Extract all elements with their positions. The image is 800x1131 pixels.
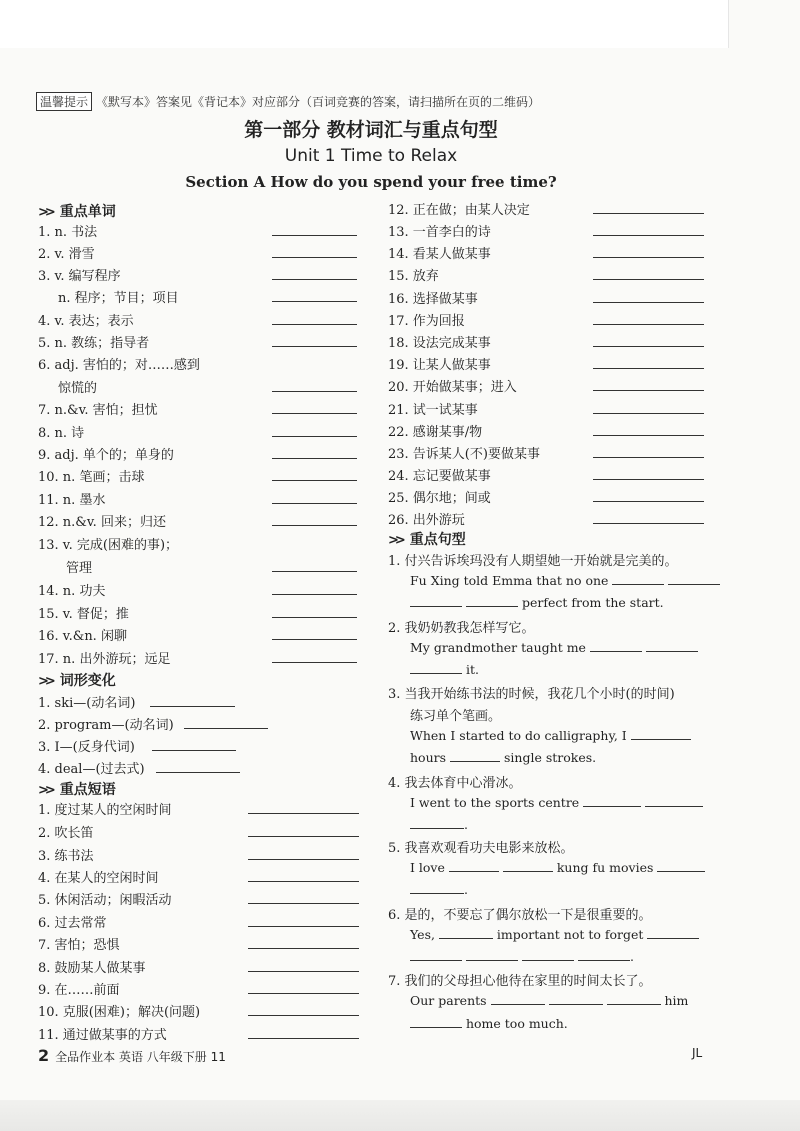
list-item: 2. program—(动名词) xyxy=(38,718,174,733)
list-item: 24. 忘记要做某事 xyxy=(388,469,491,484)
list-item: 15. 放弃 xyxy=(388,269,439,284)
answer-blank[interactable] xyxy=(272,436,357,437)
answer-blank[interactable] xyxy=(450,749,500,762)
list-item: 25. 偶尔地；间或 xyxy=(388,491,491,506)
list-item: 8. 鼓励某人做某事 xyxy=(38,961,146,976)
list-item: 1. n. 书法 xyxy=(38,225,98,240)
answer-blank[interactable] xyxy=(646,639,698,652)
list-item: 7. n.&v. 害怕；担忧 xyxy=(38,403,158,418)
footer-code: JL xyxy=(692,1046,703,1060)
answer-blank[interactable] xyxy=(272,525,357,526)
answer-blank[interactable] xyxy=(410,1015,462,1028)
list-item: 7. 害怕；恐惧 xyxy=(38,938,120,953)
list-item: 23. 告诉某人(不)要做某事 xyxy=(388,447,540,462)
list-item: 20. 开始做某事；进入 xyxy=(388,380,517,395)
list-item: 8. n. 诗 xyxy=(38,426,85,441)
answer-blank[interactable] xyxy=(593,390,704,391)
answer-blank[interactable] xyxy=(410,881,464,894)
answer-blank[interactable] xyxy=(248,859,359,860)
answer-blank[interactable] xyxy=(449,859,499,872)
chevron-icon: >> xyxy=(38,783,52,798)
answer-blank[interactable] xyxy=(607,992,661,1005)
answer-blank[interactable] xyxy=(272,639,357,640)
answer-blank[interactable] xyxy=(593,235,704,236)
sentence-en: When I started to do calligraphy, I xyxy=(410,727,691,743)
section-title: Section A How do you spend your free time? xyxy=(185,173,557,191)
words-header: >> 重点单词 xyxy=(38,204,116,220)
answer-blank[interactable] xyxy=(466,948,518,961)
answer-blank[interactable] xyxy=(503,859,553,872)
list-item: 3. 练书法 xyxy=(38,849,94,864)
answer-blank[interactable] xyxy=(668,572,720,585)
list-item: 2. 吹长笛 xyxy=(38,826,94,841)
answer-blank[interactable] xyxy=(593,324,704,325)
list-item: 9. adj. 单个的；单身的 xyxy=(38,448,174,463)
list-item: 19. 让某人做某事 xyxy=(388,358,491,373)
answer-blank[interactable] xyxy=(248,836,359,837)
answer-blank[interactable] xyxy=(647,926,699,939)
list-item: 21. 试一试某事 xyxy=(388,403,478,418)
answer-blank[interactable] xyxy=(593,302,704,303)
sentence-cn: 5. 我喜欢观看功夫电影来放松。 xyxy=(388,841,574,856)
sentence-en: Our parents him xyxy=(410,993,689,1008)
answer-blank[interactable] xyxy=(612,572,664,585)
sentence-en: it. xyxy=(410,661,479,677)
list-item: 14. n. 功夫 xyxy=(38,584,106,599)
sentence-cn: 4. 我去体育中心滑冰。 xyxy=(388,776,522,791)
answer-blank[interactable] xyxy=(593,501,704,502)
list-item: 18. 设法完成某事 xyxy=(388,336,491,351)
answer-blank[interactable] xyxy=(593,368,704,369)
list-item: 2. v. 滑雪 xyxy=(38,247,95,262)
phrases-header: >> 重点短语 xyxy=(38,782,116,798)
answer-blank[interactable] xyxy=(491,992,545,1005)
answer-blank[interactable] xyxy=(631,727,691,740)
sentence-cn: 2. 我奶奶教我怎样写它。 xyxy=(388,621,535,636)
sentence-en: perfect from the start. xyxy=(410,594,664,610)
answer-blank[interactable] xyxy=(272,480,357,481)
answer-blank[interactable] xyxy=(522,948,574,961)
page-bottom-edge xyxy=(0,1100,800,1131)
answer-blank[interactable] xyxy=(248,881,359,882)
answer-blank[interactable] xyxy=(410,661,462,674)
list-item: 10. 克服(困难)；解决(问题) xyxy=(38,1005,201,1020)
answer-blank[interactable] xyxy=(248,993,359,994)
answer-blank[interactable] xyxy=(549,992,603,1005)
answer-blank[interactable] xyxy=(657,859,705,872)
answer-blank[interactable] xyxy=(272,617,357,618)
sentence-en: I love kung fu movies xyxy=(410,859,705,875)
answer-blank[interactable] xyxy=(593,346,704,347)
sentence-en: . xyxy=(410,816,468,832)
list-item: 13. v. 完成(困难的事)； xyxy=(38,538,179,553)
answer-blank[interactable] xyxy=(248,971,359,972)
list-item: 1. 度过某人的空闲时间 xyxy=(38,803,172,818)
tip-line xyxy=(36,92,540,111)
sentence-en: . xyxy=(410,881,468,897)
list-item: 10. n. 笔画；击球 xyxy=(38,470,145,485)
answer-blank[interactable] xyxy=(152,750,236,751)
list-item: 17. n. 出外游玩；远足 xyxy=(38,652,171,667)
list-item: 4. deal—(过去式) xyxy=(38,762,145,777)
chevron-icon: >> xyxy=(388,533,402,548)
unit-title: Unit 1 Time to Relax xyxy=(284,146,458,166)
answer-blank[interactable] xyxy=(150,706,235,707)
list-item: 16. 选择做某事 xyxy=(388,292,478,307)
footer-text: 全品作业本 英语 八年级下册 11 xyxy=(55,1050,226,1064)
answer-blank[interactable] xyxy=(272,324,357,325)
answer-blank[interactable] xyxy=(272,391,357,392)
answer-blank[interactable] xyxy=(439,926,493,939)
answer-blank[interactable] xyxy=(410,594,462,607)
answer-blank[interactable] xyxy=(248,1015,359,1016)
answer-blank[interactable] xyxy=(272,301,357,302)
sentence-cn: 6. 是的，不要忘了偶尔放松一下是很重要的。 xyxy=(388,908,652,923)
list-item: 22. 感谢某事/物 xyxy=(388,425,483,440)
answer-blank[interactable] xyxy=(248,813,359,814)
chevron-icon: >> xyxy=(38,205,52,220)
answer-blank[interactable] xyxy=(272,458,357,459)
page-number: 2 xyxy=(38,1046,50,1065)
list-item: 13. 一首李白的诗 xyxy=(388,225,491,240)
answer-blank[interactable] xyxy=(272,279,357,280)
list-item: 12. 正在做；由某人决定 xyxy=(388,203,530,218)
answer-blank[interactable] xyxy=(593,213,704,214)
list-item: 3. v. 编写程序 xyxy=(38,269,121,284)
list-item: 14. 看某人做某事 xyxy=(388,247,491,262)
page-top-edge xyxy=(0,0,729,48)
sentence-en: I went to the sports centre xyxy=(410,794,703,810)
sentence-cn: 练习单个笔画。 xyxy=(410,709,502,724)
answer-blank[interactable] xyxy=(593,435,704,436)
list-item: 15. v. 督促；推 xyxy=(38,607,129,622)
list-item: 16. v.&n. 闲聊 xyxy=(38,629,127,644)
list-item: 5. 休闲活动；闲暇活动 xyxy=(38,893,172,908)
page-title: 第一部分 教材词汇与重点句型 xyxy=(244,119,498,141)
list-item: 4. v. 表达；表示 xyxy=(38,314,134,329)
list-item: 26. 出外游玩 xyxy=(388,513,465,528)
chevron-icon: >> xyxy=(38,674,52,689)
list-item: 17. 作为回报 xyxy=(388,314,465,329)
answer-blank[interactable] xyxy=(410,816,464,829)
answer-blank[interactable] xyxy=(590,639,642,652)
sentence-en: My grandmother taught me xyxy=(410,639,698,655)
list-item: 6. 过去常常 xyxy=(38,916,107,931)
answer-blank[interactable] xyxy=(184,728,268,729)
answer-blank[interactable] xyxy=(272,413,357,414)
answer-blank[interactable] xyxy=(272,571,357,572)
list-item: n. 程序；节目；项目 xyxy=(58,291,179,306)
sentence-en: Yes, important not to forget xyxy=(410,926,699,942)
answer-blank[interactable] xyxy=(593,413,704,414)
list-item: 11. n. 墨水 xyxy=(38,493,106,508)
answer-blank[interactable] xyxy=(272,257,357,258)
sentence-en: . xyxy=(410,948,634,964)
answer-blank[interactable] xyxy=(583,794,641,807)
list-item: 9. 在……前面 xyxy=(38,983,120,998)
list-item: 4. 在某人的空闲时间 xyxy=(38,871,159,886)
answer-blank[interactable] xyxy=(248,948,359,949)
list-item: 11. 通过做某事的方式 xyxy=(38,1028,167,1043)
tip-text: 《默写本》答案见《背记本》对应部分（百词竞赛的答案，请扫描所在页的二维码） xyxy=(96,95,541,109)
answer-blank[interactable] xyxy=(578,948,630,961)
answer-blank[interactable] xyxy=(272,503,357,504)
answer-blank[interactable] xyxy=(593,479,704,480)
answer-blank[interactable] xyxy=(272,346,357,347)
sentence-en: Fu Xing told Emma that no one xyxy=(410,572,720,588)
list-item: 12. n.&v. 回来；归还 xyxy=(38,515,166,530)
answer-blank[interactable] xyxy=(272,235,357,236)
answer-blank[interactable] xyxy=(593,257,704,258)
answer-blank[interactable] xyxy=(593,523,704,524)
answer-blank[interactable] xyxy=(156,772,240,773)
list-item: 惊慌的 xyxy=(58,381,98,396)
list-item: 管理 xyxy=(66,561,93,576)
list-item: 5. n. 教练；指导者 xyxy=(38,336,150,351)
sentence-en: home too much. xyxy=(410,1015,568,1031)
answer-blank[interactable] xyxy=(645,794,703,807)
list-item: 1. ski—(动名词) xyxy=(38,696,136,711)
answer-blank[interactable] xyxy=(466,594,518,607)
tip-label: 温馨提示 xyxy=(36,92,92,111)
answer-blank[interactable] xyxy=(248,926,359,927)
answer-blank[interactable] xyxy=(593,457,704,458)
sentence-cn: 7. 我们的父母担心他待在家里的时间太长了。 xyxy=(388,974,652,989)
answer-blank[interactable] xyxy=(593,279,704,280)
answer-blank[interactable] xyxy=(272,594,357,595)
answer-blank[interactable] xyxy=(272,662,357,663)
answer-blank[interactable] xyxy=(410,948,462,961)
footer xyxy=(38,1046,226,1065)
list-item: 6. adj. 害怕的；对……感到 xyxy=(38,358,200,373)
answer-blank[interactable] xyxy=(248,903,359,904)
sentences-header: >> 重点句型 xyxy=(388,532,466,548)
sentence-cn: 1. 付兴告诉埃玛没有人期望她一开始就是完美的。 xyxy=(388,554,678,569)
forms-header: >> 词形变化 xyxy=(38,673,116,689)
sentence-cn: 3. 当我开始练书法的时候，我花几个小时(的时间) xyxy=(388,687,675,702)
answer-blank[interactable] xyxy=(248,1038,359,1039)
sentence-en: hours single strokes. xyxy=(410,750,597,765)
list-item: 3. I—(反身代词) xyxy=(38,740,135,755)
